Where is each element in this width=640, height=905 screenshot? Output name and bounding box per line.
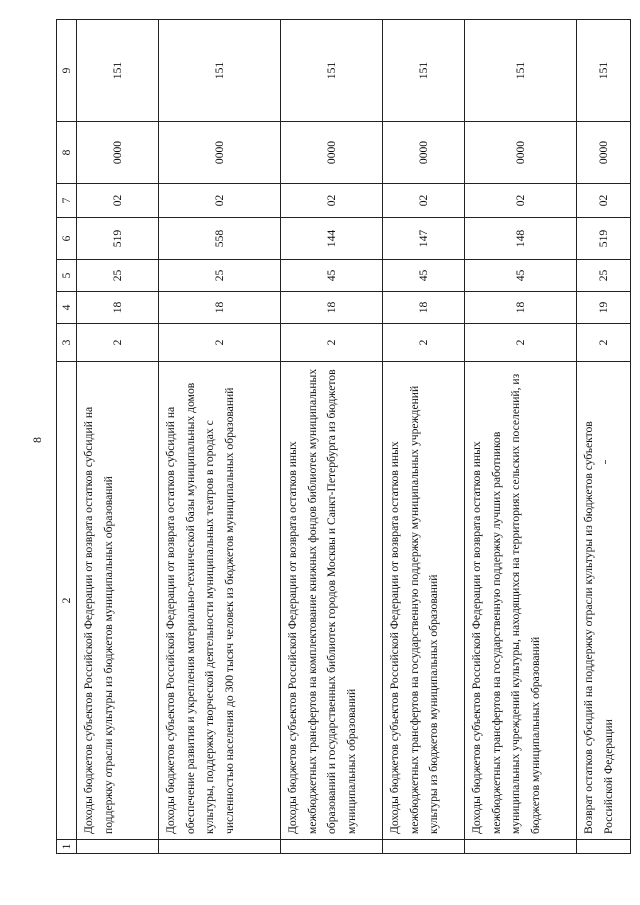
rotated-table-container — [56, 20, 629, 854]
row-blank-cell — [577, 840, 631, 854]
code-group: 2 — [577, 324, 631, 362]
code-group: 2 — [159, 324, 281, 362]
code-program: 0000 — [577, 122, 631, 184]
code-program: 0000 — [159, 122, 281, 184]
code-group: 2 — [281, 324, 383, 362]
header-cell-2: 2 — [57, 362, 77, 840]
code-classification: 151 — [77, 20, 159, 122]
row-description: Доходы бюджетов субъектов Российской Федерации от возврата остатков иных межбюджетных трансфертов на государственную поддержку лучших работников муниципальных учреждений культуры, находящихся на территориях сельских поселений, из бюджетов муниципальных образований — [465, 362, 577, 840]
table-header-row — [57, 20, 77, 854]
code-program: 0000 — [383, 122, 465, 184]
code-subgroup: 18 — [159, 292, 281, 324]
code-subgroup: 18 — [77, 292, 159, 324]
header-cell-4: 4 — [57, 292, 77, 324]
code-article: 25 — [159, 260, 281, 292]
code-subarticle: 144 — [281, 218, 383, 260]
code-subgroup: 18 — [465, 292, 577, 324]
header-cell-8: 8 — [57, 122, 77, 184]
row-description: Доходы бюджетов субъектов Российской Федерации от возврата остатков субсидий на обеспечение развития и укрепления материально-технической базы муниципальных домов культуры, поддержку творческой деятельности муниципальных театров в городах с численностью населения до 300 тысяч человек из бюджетов муниципальных образований — [159, 362, 281, 840]
code-subarticle: 148 — [465, 218, 577, 260]
code-element: 02 — [383, 184, 465, 218]
budget-codes-table — [56, 19, 631, 854]
code-program: 0000 — [465, 122, 577, 184]
page-number: 8 — [30, 437, 44, 443]
code-subarticle: 519 — [577, 218, 631, 260]
header-cell-9: 9 — [57, 20, 77, 122]
row-description: Возврат остатков субсидий на поддержку отрасли культуры из бюджетов субъектов Российской Федерации — [577, 362, 631, 840]
row-description: Доходы бюджетов субъектов Российской Федерации от возврата остатков иных межбюджетных трансфертов на государственную поддержку муниципальных учреждений культуры из бюджетов муниципальных образований — [383, 362, 465, 840]
table-row — [465, 20, 577, 854]
code-classification: 151 — [577, 20, 631, 122]
code-article: 25 — [77, 260, 159, 292]
code-element: 02 — [281, 184, 383, 218]
code-element: 02 — [77, 184, 159, 218]
code-group: 2 — [77, 324, 159, 362]
code-element: 02 — [465, 184, 577, 218]
code-program: 0000 — [77, 122, 159, 184]
table-row — [383, 20, 465, 854]
table-row — [281, 20, 383, 854]
code-article: 45 — [383, 260, 465, 292]
code-classification: 151 — [465, 20, 577, 122]
row-blank-cell — [77, 840, 159, 854]
table-row — [77, 20, 159, 854]
header-cell-1: 1 — [57, 840, 77, 854]
row-blank-cell — [281, 840, 383, 854]
code-program: 0000 — [281, 122, 383, 184]
table-row — [159, 20, 281, 854]
code-subgroup: 18 — [383, 292, 465, 324]
row-blank-cell — [465, 840, 577, 854]
row-description: Доходы бюджетов субъектов Российской Федерации от возврата остатков субсидий на поддержку отрасли культуры из бюджетов муниципальных образований — [77, 362, 159, 840]
code-subarticle: 558 — [159, 218, 281, 260]
header-cell-6: 6 — [57, 218, 77, 260]
scan-margin-mark — [605, 460, 606, 464]
table-row — [577, 20, 631, 854]
header-cell-5: 5 — [57, 260, 77, 292]
code-subarticle: 147 — [383, 218, 465, 260]
header-cell-3: 3 — [57, 324, 77, 362]
header-cell-7: 7 — [57, 184, 77, 218]
row-blank-cell — [383, 840, 465, 854]
code-group: 2 — [465, 324, 577, 362]
code-article: 45 — [281, 260, 383, 292]
code-element: 02 — [159, 184, 281, 218]
code-subgroup: 18 — [281, 292, 383, 324]
code-classification: 151 — [281, 20, 383, 122]
code-element: 02 — [577, 184, 631, 218]
code-classification: 151 — [383, 20, 465, 122]
row-blank-cell — [159, 840, 281, 854]
code-article: 25 — [577, 260, 631, 292]
row-description: Доходы бюджетов субъектов Российской Федерации от возврата остатков иных межбюджетных трансфертов на комплектование книжных фондов библиотек муниципальных образований и государственных библиотек городов Москвы и Санкт-Петербурга из бюджетов муниципальных образований — [281, 362, 383, 840]
code-classification: 151 — [159, 20, 281, 122]
code-group: 2 — [383, 324, 465, 362]
code-subgroup: 19 — [577, 292, 631, 324]
code-article: 45 — [465, 260, 577, 292]
code-subarticle: 519 — [77, 218, 159, 260]
